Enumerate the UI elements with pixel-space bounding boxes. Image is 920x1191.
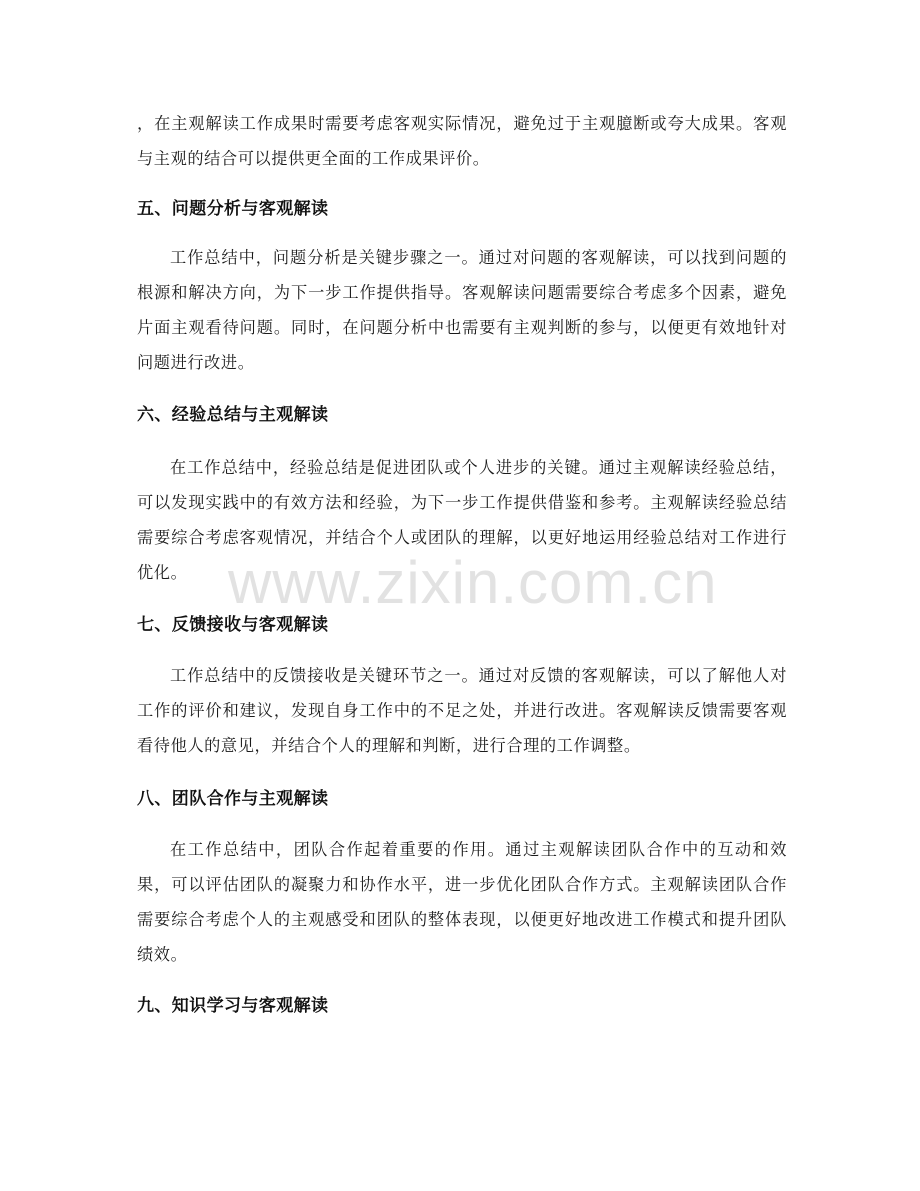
section-heading-7: 七、反馈接收与客观解读 <box>137 615 329 635</box>
section-heading-9: 九、知识学习与客观解读 <box>137 996 329 1016</box>
section-paragraph-7: 工作总结中的反馈接收是关键环节之一。通过对反馈的客观解读，可以了解他人对工作的评价和建议，发现自身工作中的不足之处，并进行改进。客观解读反馈需要客观看待他人的意见，并结合个人的理解和判断，进行合理的工作调整。 <box>137 666 787 755</box>
intro-paragraph: ，在主观解读工作成果时需要考虑客观实际情况，避免过于主观臆断或夸大成果。客观与主观的结合可以提供更全面的工作成果评价。 <box>137 114 787 168</box>
section-paragraph-8: 在工作总结中，团队合作起着重要的作用。通过主观解读团队合作中的互动和效果，可以评估团队的凝聚力和协作水平，进一步优化团队合作方式。主观解读团队合作需要综合考虑个人的主观感受和团队的整体表现，以便更好地改进工作模式和提升团队绩效。 <box>137 840 787 964</box>
section-paragraph-5: 工作总结中，问题分析是关键步骤之一。通过对问题的客观解读，可以找到问题的根源和解决方向，为下一步工作提供指导。客观解读问题需要综合考虑多个因素，避免片面主观看待问题。同时，在问题分析中也需要有主观判断的参与，以便更有效地针对问题进行改进。 <box>137 248 787 372</box>
section-heading-8: 八、团队合作与主观解读 <box>137 789 329 809</box>
section-paragraph-6: 在工作总结中，经验总结是促进团队或个人进步的关键。通过主观解读经验总结，可以发现实践中的有效方法和经验，为下一步工作提供借鉴和参考。主观解读经验总结需要综合考虑客观情况，并结合个人或团队的理解，以更好地运用经验总结对工作进行优化。 <box>137 458 787 582</box>
section-heading-5: 五、问题分析与客观解读 <box>137 199 329 219</box>
section-heading-6: 六、经验总结与主观解读 <box>137 405 329 425</box>
watermark-text: www.zixin.com.cn <box>228 549 718 616</box>
